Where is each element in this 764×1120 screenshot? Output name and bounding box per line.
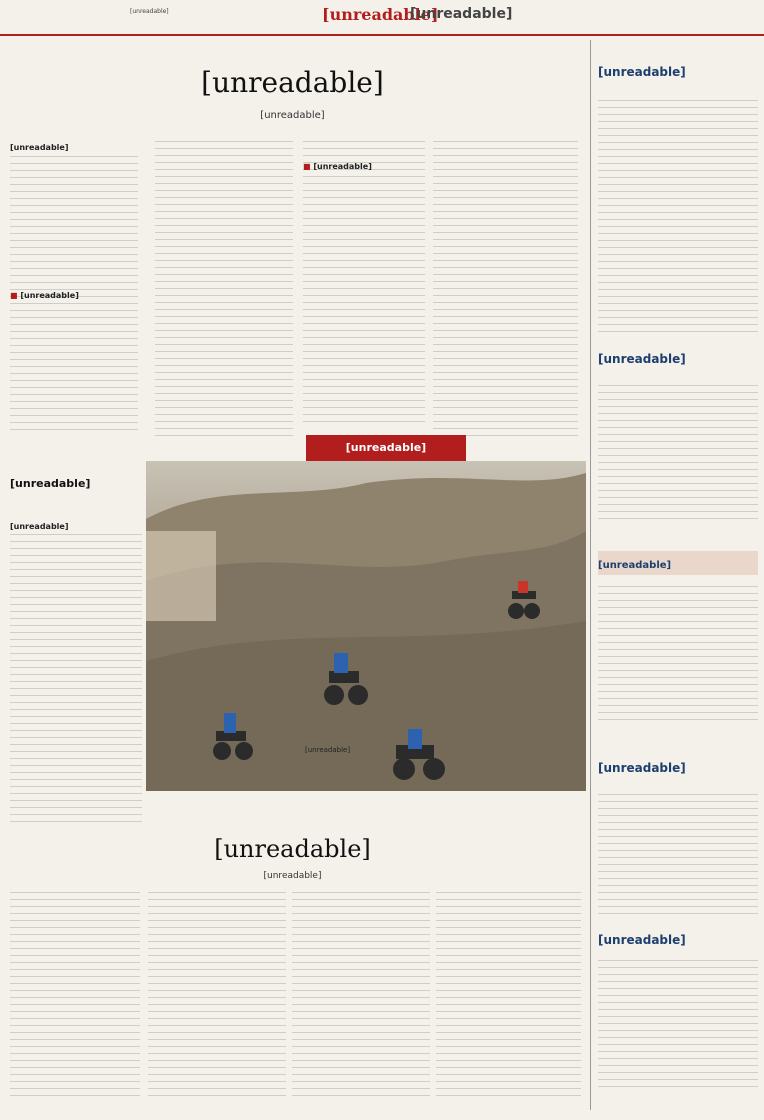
right-text-4 (598, 794, 758, 914)
right-title-2: [unreadable] (598, 352, 686, 366)
right-text-5 (598, 960, 758, 1092)
left-story-title: [unreadable] (10, 477, 91, 490)
column-divider (590, 40, 591, 1110)
right-title-1: [unreadable] (598, 65, 686, 79)
right-title-3: [unreadable] (598, 560, 672, 571)
masthead-meta: [unreadable] (130, 8, 169, 15)
section-name: [unreadable] (410, 6, 513, 22)
top-byline: [unreadable] (10, 143, 69, 152)
story-subhead: ■ [unreadable] (303, 162, 372, 171)
bottom-text-column (148, 892, 286, 1102)
top-story-text-column (303, 141, 425, 427)
bottom-text-column (10, 892, 140, 1102)
right-text-1 (598, 100, 758, 332)
paper-name: [unreadable] (322, 5, 439, 24)
right-text-3 (598, 586, 758, 726)
top-headline: [unreadable] (201, 66, 384, 99)
photo-illustration (146, 461, 586, 791)
motocross-photo (146, 461, 586, 791)
photo-caption: [unreadable] (305, 746, 351, 754)
top-story-text-column (433, 141, 578, 441)
right-text-2 (598, 385, 758, 525)
bottom-text-column (292, 892, 430, 1102)
left-story-text (10, 534, 142, 824)
right-title-4: [unreadable] (598, 761, 686, 775)
story-subhead: ■ [unreadable] (10, 291, 79, 300)
bottom-subtitle: [unreadable] (263, 871, 322, 881)
banner-slogan: [unreadable] (306, 435, 466, 461)
top-subtitle: [unreadable] (260, 110, 325, 121)
bottom-headline: [unreadable] (214, 835, 371, 863)
right-title-5: [unreadable] (598, 933, 686, 947)
bottom-text-column (436, 892, 581, 1102)
masthead (0, 0, 764, 36)
top-story-text-column (155, 141, 293, 441)
left-byline: [unreadable] (10, 522, 69, 531)
